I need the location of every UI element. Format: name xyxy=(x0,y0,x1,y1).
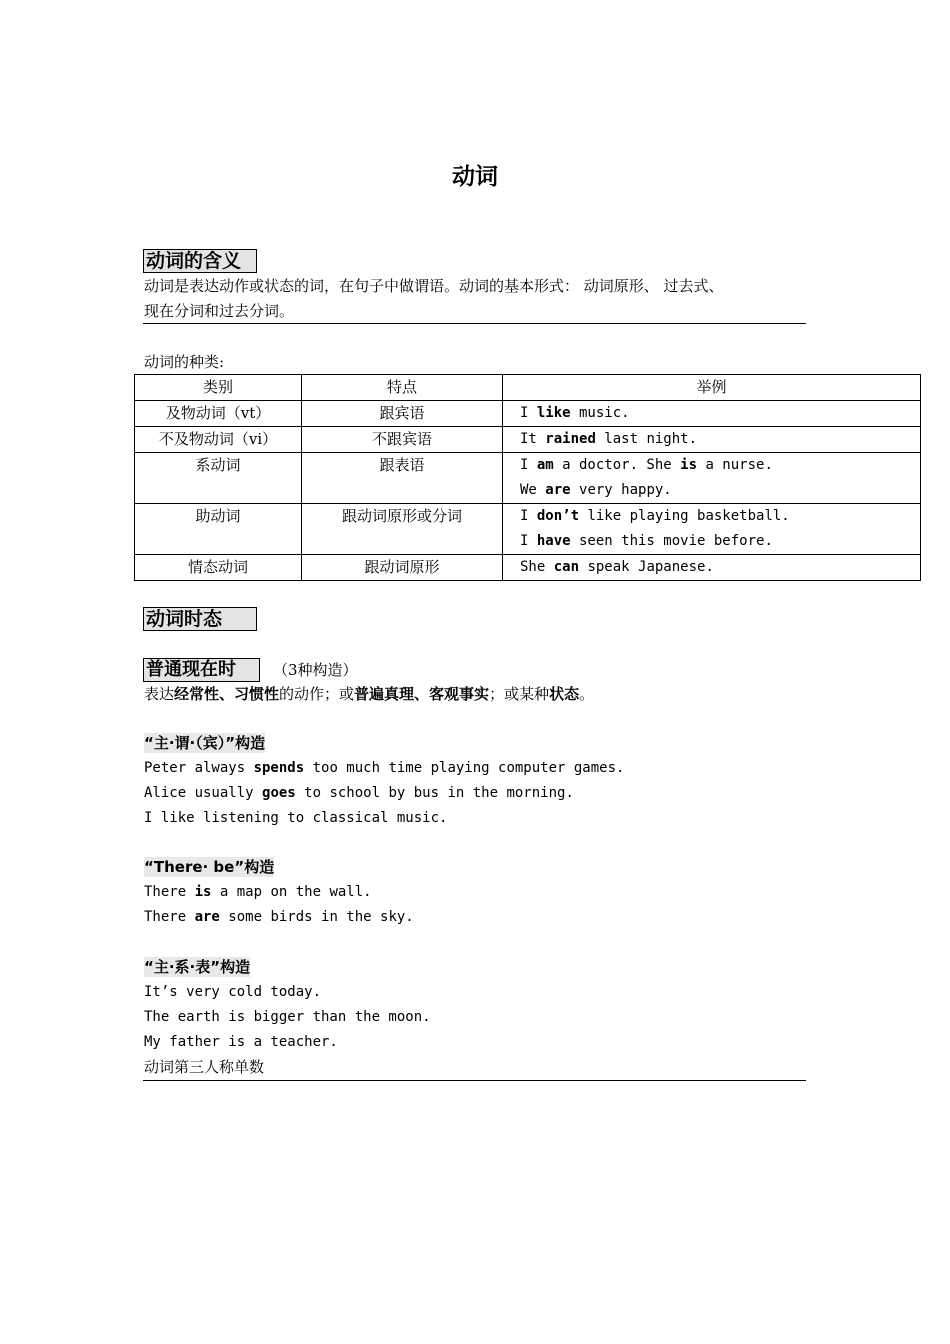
example-sentence xyxy=(520,453,920,478)
example-sentence xyxy=(520,478,920,503)
cell-examples xyxy=(503,401,921,427)
divider-line xyxy=(143,323,806,324)
example-sentence xyxy=(144,756,624,781)
types-label: 动词的种类: xyxy=(144,353,225,371)
example-2-0-run-4: a nurse. xyxy=(697,457,773,473)
desc-run-6: 。 xyxy=(579,685,595,703)
example-1-0-run-0: It xyxy=(520,431,546,447)
example-sentence xyxy=(144,806,447,831)
example-4-0-run-0: She xyxy=(520,559,554,575)
cell-examples xyxy=(503,453,921,504)
tenses-heading: 动词时态 xyxy=(143,607,257,631)
example-sentence xyxy=(144,1030,338,1055)
example-sentence xyxy=(144,781,574,806)
example-sentence xyxy=(520,427,920,452)
struct-1-1-run-0: There xyxy=(144,909,195,925)
desc-run-5: 状态 xyxy=(549,685,580,703)
cell-examples xyxy=(503,427,921,453)
example-1-0-run-1: rained xyxy=(545,431,596,447)
simple-present-note: （3种构造） xyxy=(273,661,358,679)
header-category: 类别 xyxy=(135,375,302,401)
struct-1-0-run-1: is xyxy=(194,884,212,900)
cell-feature: 跟表语 xyxy=(302,453,503,504)
example-2-1-run-1: are xyxy=(545,482,571,498)
example-sentence xyxy=(520,529,920,554)
desc-run-4: ；或某种 xyxy=(489,685,550,703)
struct-0-0-run-2: too much time playing computer games. xyxy=(304,760,625,776)
cell-feature: 跟宾语 xyxy=(302,401,503,427)
cell-category: 情态动词 xyxy=(135,555,302,581)
example-2-1-run-0: We xyxy=(520,482,546,498)
cell-examples xyxy=(503,504,921,555)
footer-note: 动词第三人称单数 xyxy=(144,1058,265,1076)
struct-0-2-run-0: I like listening to classical music. xyxy=(144,810,448,826)
structure-heading: “主·系·表”构造 xyxy=(144,958,251,976)
example-2-0-run-1: am xyxy=(536,457,554,473)
example-sentence xyxy=(144,905,414,930)
struct-0-0-run-0: Peter always xyxy=(144,760,254,776)
table-row xyxy=(135,453,921,504)
example-sentence xyxy=(144,880,372,905)
cell-category: 不及物动词（vi） xyxy=(135,427,302,453)
desc-run-3: 普遍真理、客观事实 xyxy=(354,685,490,703)
example-3-1-run-2: seen this movie before. xyxy=(570,533,773,549)
table-row xyxy=(135,555,921,581)
bottom-divider-line xyxy=(143,1080,806,1081)
desc-run-0: 表达 xyxy=(144,685,175,703)
cell-feature: 跟动词原形或分词 xyxy=(302,504,503,555)
example-sentence xyxy=(144,1005,431,1030)
example-4-0-run-2: speak Japanese. xyxy=(579,559,714,575)
example-sentence xyxy=(520,555,920,580)
table-row xyxy=(135,427,921,453)
table-row xyxy=(135,401,921,427)
cell-category: 系动词 xyxy=(135,453,302,504)
page-title: 动词 xyxy=(452,164,498,190)
example-3-0-run-2: like playing basketball. xyxy=(579,508,790,524)
example-2-0-run-2: a doctor. She xyxy=(553,457,681,473)
example-0-0-run-1: like xyxy=(536,405,571,421)
example-0-0-run-2: music. xyxy=(570,405,630,421)
struct-0-1-run-1: goes xyxy=(262,785,296,801)
structure-heading: “There· be”构造 xyxy=(144,858,275,876)
cell-category: 及物动词（vt） xyxy=(135,401,302,427)
example-3-1-run-1: have xyxy=(536,533,571,549)
example-4-0-run-1: can xyxy=(553,559,580,575)
example-3-0-run-0: I xyxy=(520,508,537,524)
header-examples: 举例 xyxy=(503,375,921,401)
example-1-0-run-2: last night. xyxy=(595,431,698,447)
cell-examples xyxy=(503,555,921,581)
example-sentence xyxy=(520,401,920,426)
desc-run-1: 经常性、习惯性 xyxy=(174,685,280,703)
header-feature: 特点 xyxy=(302,375,503,401)
verb-types-table xyxy=(134,374,921,581)
example-0-0-run-0: I xyxy=(520,405,537,421)
example-2-0-run-3: is xyxy=(680,457,698,473)
meaning-line-1: 动词是表达动作或状态的词，在句子中做谓语。动词的基本形式： 动词原形、 过去式、 xyxy=(144,277,724,295)
struct-2-2-run-0: My father is a teacher. xyxy=(144,1034,338,1050)
struct-1-1-run-1: are xyxy=(194,909,220,925)
structure-heading: “主·谓·（宾）”构造 xyxy=(144,734,266,752)
struct-1-0-run-2: a map on the wall. xyxy=(211,884,372,900)
struct-0-1-run-2: to school by bus in the morning. xyxy=(295,785,574,801)
example-sentence xyxy=(520,504,920,529)
struct-0-0-run-1: spends xyxy=(253,760,305,776)
cell-feature: 不跟宾语 xyxy=(302,427,503,453)
example-3-0-run-1: don’t xyxy=(536,508,580,524)
struct-2-0-run-0: It’s very cold today. xyxy=(144,984,322,1000)
meaning-heading: 动词的含义 xyxy=(143,249,257,273)
struct-0-1-run-0: Alice usually xyxy=(144,785,263,801)
example-3-1-run-0: I xyxy=(520,533,537,549)
example-2-0-run-0: I xyxy=(520,457,537,473)
cell-feature: 跟动词原形 xyxy=(302,555,503,581)
table-row xyxy=(135,504,921,555)
meaning-line-2: 现在分词和过去分词。 xyxy=(144,302,295,320)
example-2-1-run-2: very happy. xyxy=(570,482,672,498)
table-header-row xyxy=(135,375,921,401)
simple-present-heading: 普通现在时 xyxy=(143,658,260,682)
simple-present-description xyxy=(144,682,594,706)
struct-1-1-run-2: some birds in the sky. xyxy=(219,909,414,925)
example-sentence xyxy=(144,980,321,1005)
desc-run-2: 的动作；或 xyxy=(279,685,355,703)
cell-category: 助动词 xyxy=(135,504,302,555)
struct-2-1-run-0: The earth is bigger than the moon. xyxy=(144,1009,431,1025)
struct-1-0-run-0: There xyxy=(144,884,195,900)
